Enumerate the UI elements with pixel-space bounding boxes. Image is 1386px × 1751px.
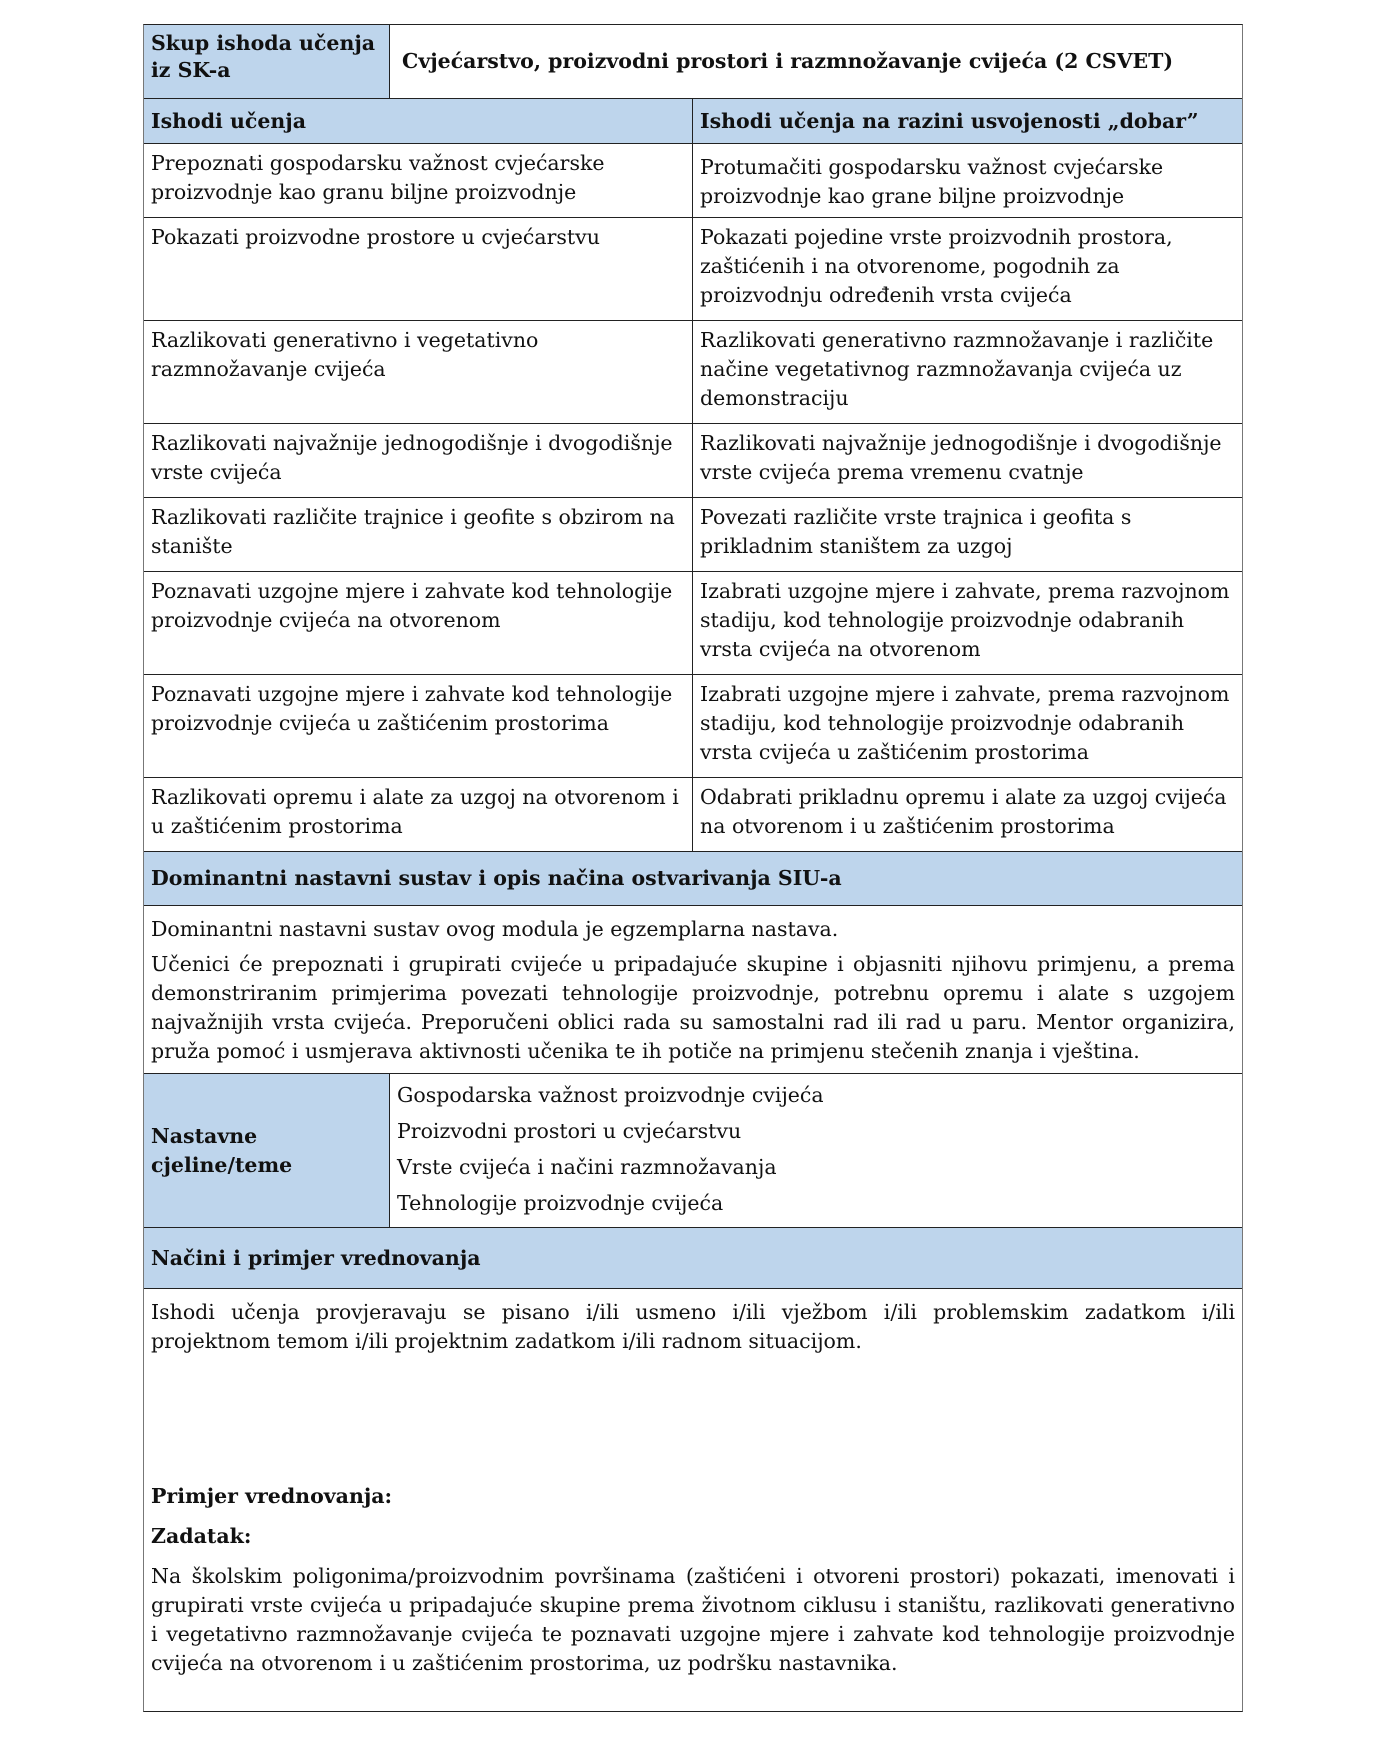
good-level-cell: Povezati različite vrste trajnica i geofita s prikladnim staništem za uzgoj: [700, 505, 1132, 558]
evaluation-header-row: [144, 1228, 1242, 1289]
good-level-column-header: Ishodi učenja na razini usvojenosti „dobar”: [693, 99, 1242, 143]
teaching-system-body: [144, 906, 1242, 1073]
good-level-cell: Pokazati pojedine vrste proizvodnih prostora, zaštićenih i na otvorenome, pogodnih za proizvodnju određenih vrsta cvijeća: [700, 225, 1173, 307]
outcome-cell: Poznavati uzgojne mjere i zahvate kod tehnologije proizvodnje cvijeća na otvorenom: [144, 572, 693, 674]
teaching-system-body-row: [144, 906, 1242, 1074]
outcome-row: [144, 675, 1242, 778]
task-label: Zadatak:: [151, 1524, 252, 1548]
outcome-row: [144, 218, 1242, 321]
example-label: Primjer vrednovanja:: [151, 1484, 393, 1508]
good-level-cell: Protumačiti gospodarsku važnost cvjećarske proizvodnje kao grane biljne proizvodnje: [700, 155, 1164, 208]
outcome-cell: Pokazati proizvodne prostore u cvjećarstvu: [144, 218, 693, 320]
good-level-cell: Odabrati prikladnu opremu i alate za uzgoj cvijeća na otvorenom i u zaštićenim prostorima: [700, 785, 1227, 838]
outcome-cell: Razlikovati opremu i alate za uzgoj na otvorenom i u zaštićenim prostorima: [144, 778, 693, 851]
topic-item: Proizvodni prostori u cvjećarstvu: [397, 1119, 742, 1143]
evaluation-methods: Ishodi učenja provjeravaju se pisano i/ili usmeno i/ili vježbom i/ili problemskim zadatkom i/ili projektnom temom i/ili projektnim zadatkom i/ili radnom situacijom.: [151, 1300, 1235, 1353]
outcome-cell: Poznavati uzgojne mjere i zahvate kod tehnologije proizvodnje cvijeća u zaštićenim prostorima: [144, 675, 693, 777]
teaching-system-paragraph: Učenici će prepoznati i grupirati cvijeće u pripadajuće skupine i objasniti njihovu primjenu, a prema demonstriranim primjerima povezati tehnologije proizvodnje, potrebnu opremu i alate s uzgojem najvažnijih vrsta cvijeća. Preporučeni oblici rada su samostalni rad ili rad u paru. Mentor organizira, pruža pomoć i usmjerava aktivnosti učenika te ih potiče na primjenu stečenih znanja i vještina.: [151, 952, 1235, 1063]
task-text: Na školskim poligonima/proizvodnim površinama (zaštićeni i otvoreni prostori) pokazati, imenovati i grupirati vrste cvijeća u pripadajuće skupine prema životnom ciklusu i staništu, razlikovati generativno i vegetativno razmnožavanje cvijeća te poznavati uzgojne mjere i zahvate kod tehnologije proizvodnje cvijeća na otvorenom i u zaštićenim prostorima, uz podršku nastavnika.: [151, 1564, 1235, 1675]
topic-item: Vrste cvijeća i načini razmnožavanja: [397, 1155, 777, 1179]
module-title-row: [144, 25, 1242, 99]
evaluation-heading: Načini i primjer vrednovanja: [144, 1228, 1242, 1288]
outcome-cell: Prepoznati gospodarsku važnost cvjećarske proizvodnje kao granu biljne proizvodnje: [144, 144, 693, 217]
topic-item: Tehnologije proizvodnje cvijeća: [397, 1191, 724, 1215]
module-title: Cvjećarstvo, proizvodni prostori i razmnožavanje cvijeća (2 CSVET): [402, 49, 1174, 73]
outcome-row: [144, 424, 1242, 498]
outcome-row: [144, 498, 1242, 572]
topics-row: [144, 1074, 1242, 1228]
outcome-row: [144, 144, 1242, 218]
good-level-cell: Izabrati uzgojne mjere i zahvate, prema razvojnom stadiju, kod tehnologije proizvodnje odabranih vrsta cvijeća u zaštićenim prostorima: [700, 682, 1230, 764]
teaching-system-heading: Dominantni nastavni sustav i opis načina ostvarivanja SIU-a: [144, 852, 1242, 905]
outcome-cell: Razlikovati različite trajnice i geofite s obzirom na stanište: [144, 498, 693, 571]
teaching-system-header-row: [144, 852, 1242, 906]
evaluation-body: [144, 1289, 1242, 1711]
outcome-cell: Razlikovati najvažnije jednogodišnje i dvogodišnje vrste cvijeća: [144, 424, 693, 497]
module-label: Skup ishoda učenja iz SK-a: [144, 25, 390, 98]
good-level-cell: Razlikovati generativno razmnožavanje i različite načine vegetativnog razmnožavanja cvijeća uz demonstraciju: [700, 328, 1214, 410]
good-level-cell: Izabrati uzgojne mjere i zahvate, prema razvojnom stadiju, kod tehnologije proizvodnje odabranih vrsta cvijeća na otvorenom: [700, 579, 1230, 661]
outcomes-column-header: Ishodi učenja: [144, 99, 693, 143]
good-level-cell: Razlikovati najvažnije jednogodišnje i dvogodišnje vrste cvijeća prema vremenu cvatnje: [700, 431, 1222, 484]
outcomes-header-row: [144, 99, 1242, 144]
topics-list: [390, 1074, 1242, 1227]
outcome-row: [144, 778, 1242, 852]
outcome-cell: Razlikovati generativno i vegetativno razmnožavanje cvijeća: [144, 321, 693, 423]
curriculum-table: [143, 24, 1243, 1712]
outcome-row: [144, 572, 1242, 675]
topics-label: Nastavne cjeline/teme: [144, 1074, 390, 1227]
teaching-system-paragraph: Dominantni nastavni sustav ovog modula je egzemplarna nastava.: [151, 917, 839, 941]
evaluation-body-row: [144, 1289, 1242, 1711]
outcome-row: [144, 321, 1242, 424]
topic-item: Gospodarska važnost proizvodnje cvijeća: [397, 1083, 824, 1107]
